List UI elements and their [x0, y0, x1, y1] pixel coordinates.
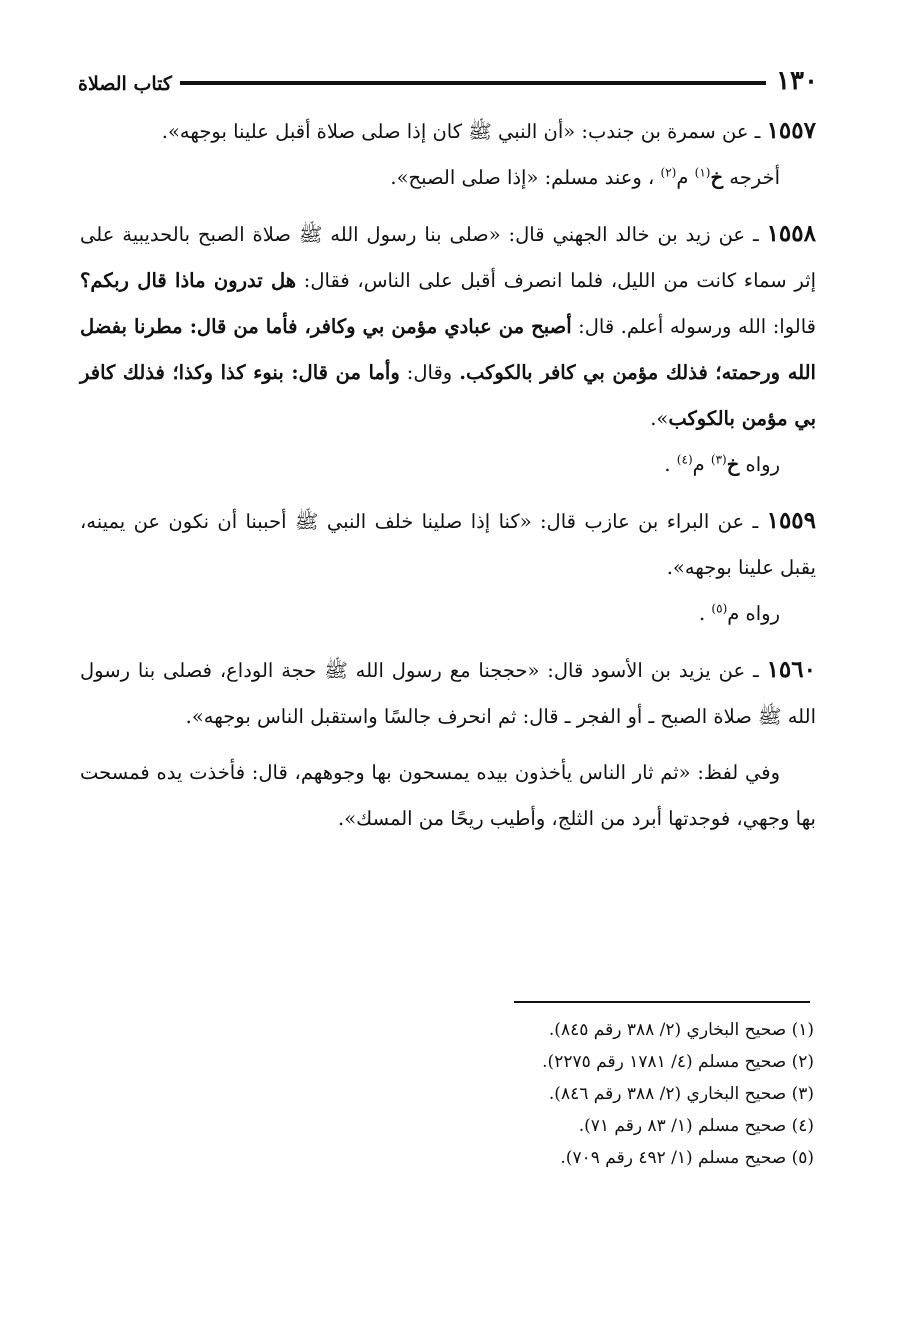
source-text: رواه	[739, 453, 780, 476]
hadith-bold-text: أصبح من عبادي مؤمن بي وكافر، فأما من قال: مطرنا بفضل الله ورحمته؛ فذلك مؤمن بي كافر بالكوكب.	[80, 315, 816, 384]
footnote-divider	[514, 1001, 810, 1003]
footnote-3: (٣) صحيح البخاري (٢/ ٣٨٨ رقم ٨٤٦).	[548, 1084, 814, 1104]
source-text: .	[664, 453, 677, 476]
footnote-ref: (٢)	[660, 165, 677, 180]
hadith-1560	[80, 647, 816, 740]
footnotes	[80, 1014, 814, 1174]
hadith-number: ١٥٥٩	[766, 507, 817, 534]
footnote-ref: (٤)	[676, 452, 693, 467]
hadith-bold-text: وأما من قال: بنوء كذا وكذا؛ فذلك كافر بي مؤمن بالكوكب	[80, 361, 816, 430]
source-symbol: م	[692, 453, 711, 476]
source-text: ، وعند مسلم: «إذا صلى الصبح».	[390, 166, 661, 189]
hadith-text: ».	[650, 407, 669, 430]
source-symbol: خ	[710, 166, 724, 189]
footnote-ref: (٥)	[711, 601, 728, 616]
hadith-1558	[80, 211, 816, 442]
hadith-1557-source	[80, 155, 816, 201]
hadith-1559-source	[80, 591, 816, 637]
hadith-text: ـ عن سمرة بن جندب: «أن النبي ﷺ كان إذا صلى صلاة أقبل علينا بوجهه».	[161, 120, 761, 143]
hadith-text: وقال:	[399, 361, 460, 384]
source-text: رواه م	[727, 602, 780, 625]
header-rule	[180, 81, 766, 85]
footnote-4: (٤) صحيح مسلم (١/ ٨٣ رقم ٧١).	[578, 1116, 814, 1136]
hadith-number: ١٥٥٨	[766, 220, 816, 247]
book-title: كتاب الصلاة	[78, 73, 172, 95]
hadith-1558-source	[80, 442, 816, 488]
hadith-text: ـ عن زيد بن خالد الجهني قال: «صلى بنا رسول الله ﷺ صلاة الصبح بالحديبية على إثر سماء كانت من الليل، فلما انصرف أقبل على الناس، فقال:	[80, 223, 816, 292]
hadith-number: ١٥٦٠	[766, 656, 816, 683]
source-text: أخرجه	[723, 166, 780, 189]
hadith-bold-text: هل تدرون ماذا قال ربكم؟	[80, 269, 297, 292]
hadith-number: ١٥٥٧	[766, 117, 816, 144]
hadith-text: قالوا: الله ورسوله أعلم. قال:	[571, 315, 816, 338]
footnote-ref: (٣)	[710, 452, 727, 467]
hadith-1557	[80, 108, 816, 155]
page-number: ١٣٠	[776, 66, 818, 96]
source-symbol: م	[676, 166, 695, 189]
source-symbol: خ	[726, 453, 740, 476]
hadith-text: ـ عن يزيد بن الأسود قال: «حججنا مع رسول الله ﷺ حجة الوداع، فصلى بنا رسول الله ﷺ صلاة الصبح ـ أو الفجر ـ قال: ثم انحرف جالسًا واستقبل الناس بوجهه».	[80, 659, 816, 728]
hadith-1559	[80, 498, 816, 591]
source-text: .	[699, 602, 712, 625]
hadith-1560-variant: وفي لفظ: «ثم ثار الناس يأخذون بيده يمسحون بها وجوههم، قال: فأخذت يده فمسحت بها وجهي، فوجدتها أبرد من الثلج، وأطيب ريحًا من المسك».	[80, 761, 816, 830]
hadith-text: ـ عن البراء بن عازب قال: «كنا إذا صلينا خلف النبي ﷺ أحببنا أن نكون عن يمينه، يقبل علينا بوجهه».	[80, 510, 816, 579]
footnote-1: (١) صحيح البخاري (٢/ ٣٨٨ رقم ٨٤٥).	[548, 1020, 814, 1040]
page-header	[78, 60, 818, 94]
footnote-5: (٥) صحيح مسلم (١/ ٤٩٢ رقم ٧٠٩).	[560, 1148, 814, 1168]
footnote-2: (٢) صحيح مسلم (٤/ ١٧٨١ رقم ٢٢٧٥).	[542, 1052, 814, 1072]
footnote-ref: (١)	[694, 165, 711, 180]
page-body	[80, 108, 816, 842]
